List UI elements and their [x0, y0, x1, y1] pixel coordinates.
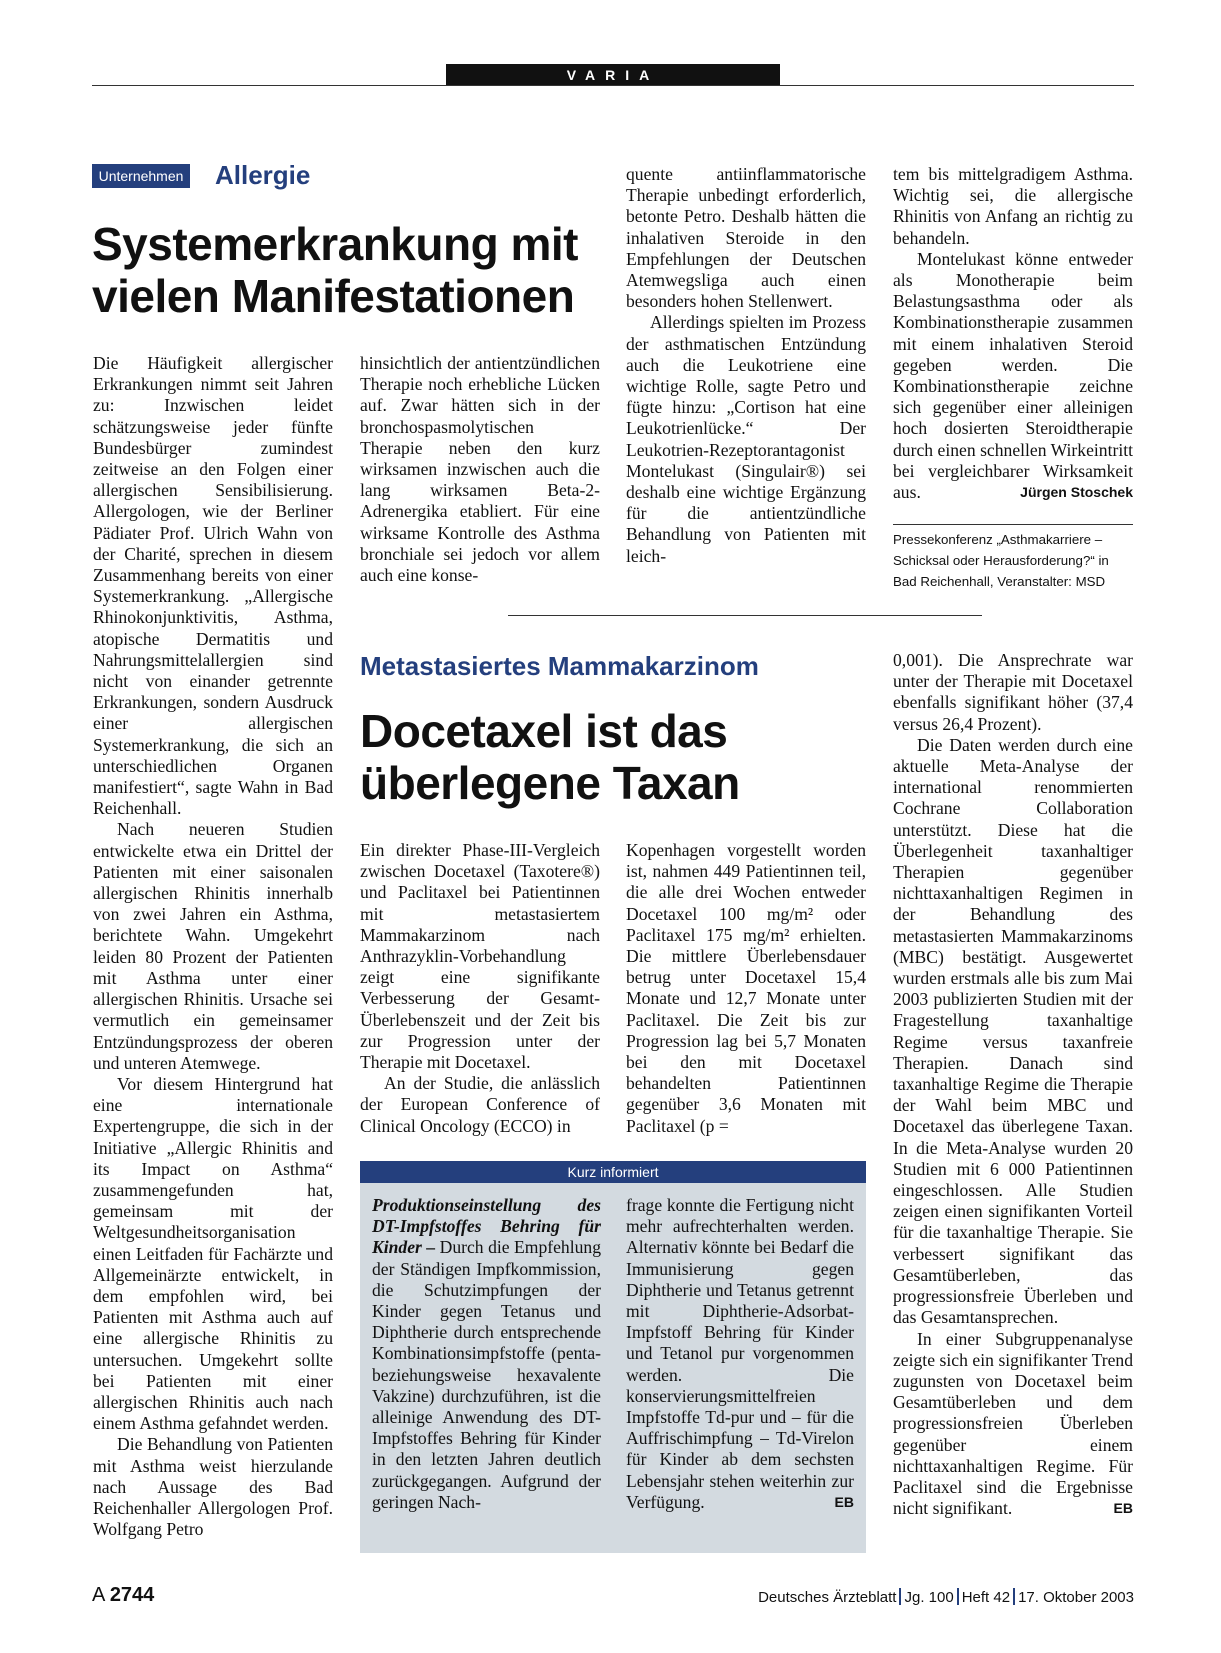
- article1-column-3: [626, 164, 866, 567]
- article1-kicker: Allergie: [215, 160, 311, 190]
- paragraph: [893, 249, 1133, 503]
- article1-column-1: [93, 353, 333, 1540]
- paragraph: quente antiinflammatorische Therapie unbedingt erforderlich, betonte Petro. Deshalb hätten die inhalativen Steroide in den Empfehlungen der Deutschen Atemwegsliga auch einen besonders hohen Stellenwert.: [626, 164, 866, 312]
- source-rule: [893, 524, 1133, 525]
- paragraph: Kopenhagen vorgestellt worden ist, nahmen 449 Patientinnen teil, die alle drei Wochen entweder Docetaxel 100 mg/m² oder Paclitaxel 175 mg/m² erhielten. Die mittlere Überlebensdauer betrug unter Docetaxel 15,4 Monate und 12,7 Monate unter Paclitaxel. Die Zeit bis zur Progression lag bei 5,7 Monaten bei den mit Docetaxel behandelten Patientinnen gegenüber 3,6 Monaten mit Paclitaxel (p =: [626, 840, 866, 1136]
- paragraph: [626, 1195, 854, 1513]
- page-number-value: 2744: [109, 1584, 155, 1606]
- paragraph-text: Montelukast könne entweder als Monotherapie beim Belastungsasthma oder als Kombinationstherapie zusammen mit einem inhalativen Steroid gegeben werden. Die Kombinationstherapie zeichne sich gegenüber einer alleinigen hoch dosierten Steroidtherapie durch einen schnellen Wirkeintritt bei vergleichbarer Wirksamkeit aus.: [893, 248, 1133, 503]
- paragraph: hinsichtlich der antientzündlichen Therapie noch erhebliche Lücken auf. Zwar hätten sich in der bronchospasmolytischen Therapie neben den kurz wirksamen inzwischen auch die lang wirksamen Beta-2-Adrenergika etabliert. Für eine wirksame Kontrolle des Asthma bronchiale sei jedoch vor allem auch eine konse-: [360, 353, 600, 586]
- info-box-column-2: [626, 1195, 854, 1513]
- paragraph: Vor diesem Hintergrund hat eine internationale Expertengruppe, die sich in der Initiative „Allergic Rhinitis and its Impact on Asthma“ zusammengefunden hat, gemeinsam mit der Weltgesundheitsorganisation einen Leitfaden für Fachärzte und Allgemeinärzte entwickelt, in dem empfohlen wird, bei Patienten mit Asthma auch auf eine allergische Rhinitis zu untersuchen. Umgekehrt sollte bei Patienten mit einer allergischen Rhinitis auch nach einem Asthma gefahndet werden.: [93, 1073, 333, 1434]
- article2-column-2: [360, 840, 600, 1137]
- info-box-title: Kurz informiert: [360, 1161, 866, 1183]
- article2-column-4: [893, 650, 1133, 1519]
- separator: [1013, 1588, 1015, 1605]
- paragraph-text: In einer Subgruppenanalyse zeigte sich ein signifikanter Trend zugunsten von Docetaxel beim Gesamtüberleben und dem progressionsfreien Überleben gegenüber einem nichttaxanhaltigen Regime. Für Paclitaxel sind die Ergebnisse nicht signifikant.: [893, 1328, 1133, 1519]
- section-tag: Unternehmen: [92, 164, 190, 188]
- paragraph: Die Häufigkeit allergischer Erkrankungen nimmt seit Jahren zu: Inzwischen leidet schätzungsweise jeder fünfte Bundesbürger zumindest zeitweise an den Folgen einer allergischen Sensibilisierung. Allergologen, wie der Berliner Pädiater Prof. Ulrich Wahn von der Charité, sprechen in diesem Zusammenhang bereits von einer Systemerkrankung. „Allergische Rhinokonjunktivitis, Asthma, atopische Dermatitis und Nahrungsmittelallergien sind nicht von einander getrennte Erkrankungen, sondern Ausdruck einer allergischen Systemerkrankung, die sich an unterschiedlichen Organen manifestiert“, sagte Wahn in Bad Reichenhall.: [93, 353, 333, 819]
- paragraph-text: frage konnte die Fertigung nicht mehr aufrechterhalten werden. Alternativ könnte bei Bedarf die Immunisierung gegen Diphtherie und Tetanus getrennt mit Diphtherie-Adsorbat-Impfstoff Behring für Kinder und Tetanol pur vorgenommen werden. Die konservierungsmittelfreien Impfstoffe Td-pur und – für die Auffrischimpfung – Td-Virelon für Kinder ab dem sechsten Lebensjahr stehen weiterhin zur Verfügung.: [626, 1195, 854, 1512]
- article2-column-3: [626, 840, 866, 1137]
- article1-headline: Systemerkrankung mit vielen Manifestationen: [92, 218, 578, 322]
- paragraph: Allerdings spielten im Prozess der asthmatischen Entzündung auch die Leukotriene eine wichtige Rolle, sagte Petro und fügte hinzu: „Cortison hat eine Leukotrienlücke.“ Der Leukotrien-Rezeptorantagonist Montelukast (Singulair®) sei deshalb eine wichtige Ergänzung für die antientzündliche Behandlung von Patienten mit leich-: [626, 312, 866, 566]
- author-byline: EB: [1113, 1500, 1133, 1517]
- paragraph: Die Behandlung von Patienten mit Asthma weist hierzulande nach Aussage des Bad Reichenhaller Allergologen Prof. Wolfgang Petro: [93, 1434, 333, 1540]
- journal-date: 17. Oktober 2003: [1018, 1589, 1134, 1606]
- author-byline: Jürgen Stoschek: [1020, 484, 1133, 501]
- paragraph: [893, 1329, 1133, 1520]
- paragraph: Ein direkter Phase-III-Vergleich zwischen Docetaxel (Taxotere®) und Paclitaxel bei Patientinnen mit metastasiertem Mammakarzinom nach Anthrazyklin-Vorbehandlung zeigt eine signifikante Verbesserung der Gesamt-Überlebenszeit und der Zeit bis zur Progression unter der Therapie mit Docetaxel.: [360, 840, 600, 1073]
- article1-column-2: [360, 353, 600, 586]
- journal-issue: Heft 42: [961, 1589, 1011, 1606]
- article1-column-4: [893, 164, 1133, 503]
- article2-kicker: Metastasiertes Mammakarzinom: [360, 651, 759, 681]
- source-note: Pressekonferenz „Asthmakarriere – Schicksal oder Herausforderung?“ in Bad Reichenhall, Veranstalter: MSD: [893, 532, 1109, 589]
- separator: [899, 1588, 901, 1605]
- paragraph-text: Durch die Empfehlung der Ständigen Impfkommission, die Schutzimpfungen der Kinder gegen Tetanus und Diphtherie durch entsprechende Kombinationsimpfstoffe (penta- beziehungsweise hexavalente Vakzine) durchzuführen, ist die alleinige Anwendung des DT-Impfstoffes Behring für Kinder in den letzten Jahren deutlich zurückgegangen. Aufgrund der geringen Nach-: [372, 1237, 602, 1512]
- info-box-column-1: [372, 1195, 601, 1513]
- article2-headline: Docetaxel ist das überlegene Taxan: [360, 705, 740, 809]
- journal-name: Deutsches Ärzteblatt: [758, 1589, 897, 1606]
- journal-info: [758, 1588, 1134, 1606]
- paragraph: tem bis mittelgradigem Asthma. Wichtig sei, die allergische Rhinitis von Anfang an richtig zu behandeln.: [893, 164, 1133, 248]
- paragraph: [372, 1195, 601, 1513]
- section-header: VARIA: [446, 64, 780, 86]
- article-divider: [508, 615, 982, 616]
- page-prefix: A: [92, 1584, 105, 1606]
- journal-volume: Jg. 100: [904, 1589, 954, 1606]
- paragraph: An der Studie, die anlässlich der European Conference of Clinical Oncology (ECCO) in: [360, 1073, 600, 1136]
- page-number: [92, 1584, 154, 1607]
- paragraph: 0,001). Die Ansprechrate war unter der Therapie mit Docetaxel ebenfalls signifikant höher (37,4 versus 26,4 Prozent).: [893, 650, 1133, 734]
- header-rule: [92, 85, 1134, 86]
- paragraph: Nach neueren Studien entwickelte etwa ein Drittel der Patienten mit einer saisonalen allergischen Rhinitis innerhalb von zwei Jahren ein Asthma, berichtete Wahn. Umgekehrt leiden 80 Prozent der Patienten mit Asthma unter einer allergischen Rhinitis. Ursache sei vermutlich ein gemeinsamer Entzündungsprozess der oberen und unteren Atemwege.: [93, 819, 333, 1073]
- separator: [957, 1588, 959, 1605]
- paragraph: Die Daten werden durch eine aktuelle Meta-Analyse der international renommierten Cochrane Collaboration unterstützt. Diese hat die Überlegenheit taxanhaltiger Therapien gegenüber nichttaxanhaltigen Regimen in der Behandlung des metastasierten Mammakarzinoms (MBC) bestätigt. Ausgewertet wurden erstmals alle bis zum Mai 2003 publizierten Studien mit der Fragestellung taxanhaltige Regime versus taxanfreie Therapien. Danach sind taxanhaltige Regime die Therapie der Wahl beim MBC und Docetaxel das überlegene Taxan. In die Meta-Analyse wurden 20 Studien mit 6 000 Patientinnen eingeschlossen. Alle Studien zeigen einen signifikanten Vorteil für die taxanhaltige Therapie. Sie verbessert signifikant das Gesamtüberleben, das progressionsfreie Überleben und das Gesamtansprechen.: [893, 734, 1133, 1328]
- author-byline: EB: [834, 1493, 854, 1510]
- info-box-lead: Produktionseinstellung des DT-Impfstoffes Behring für Kinder –: [372, 1195, 601, 1258]
